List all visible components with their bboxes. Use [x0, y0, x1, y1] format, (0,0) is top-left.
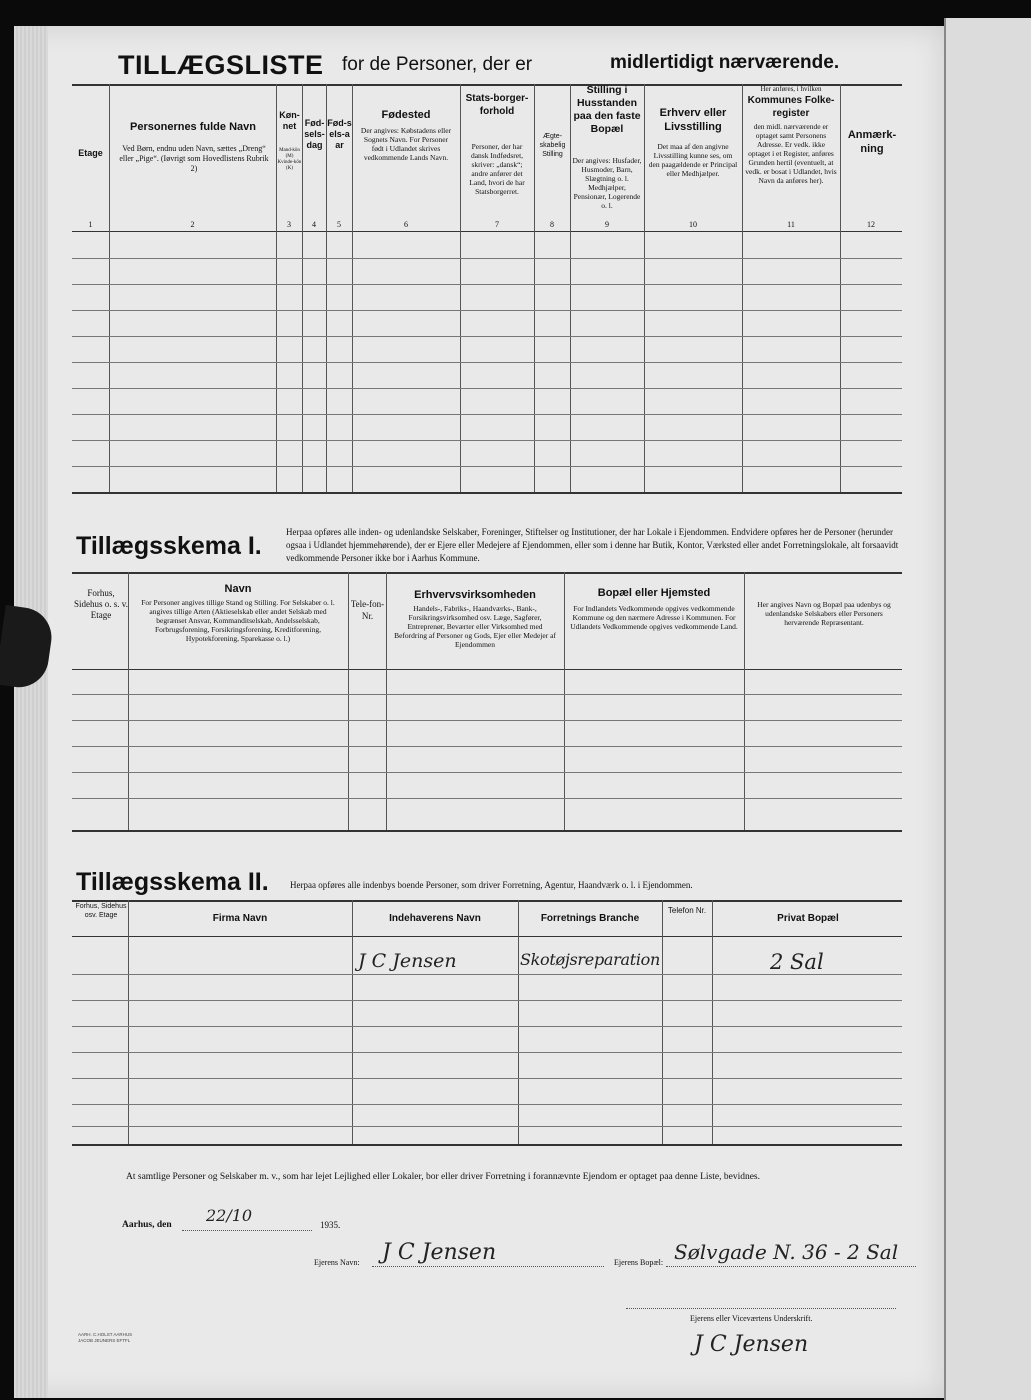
col-note-fodested: Der angives: Købstadens eller Sognets Navn. For Personer født i Udlandet skrives vedkommende Lands Navn.: [360, 126, 452, 162]
skema2-bottom-rule: [72, 1144, 902, 1146]
skema1-col-telefon: Tele-fon-Nr.: [350, 599, 385, 621]
skema2-col-divider: [712, 900, 713, 1144]
list-col-divider: [352, 84, 353, 492]
col-number: 6: [404, 220, 408, 229]
skema2-col-divider: [128, 900, 129, 1144]
owner-address-line: [666, 1266, 916, 1267]
skema1-col-repraesentant-note: Her angives Navn og Bopæl paa udenbys og udenlandske Selskabers eller Personers herværende Repræsentant.: [757, 600, 891, 627]
skema2-col-bopael: Privat Bopæl: [777, 913, 839, 924]
col-number: 5: [337, 220, 341, 229]
skema2-col-branche: Forretnings Branche: [540, 913, 640, 924]
owner-name-label: Ejerens Navn:: [314, 1258, 360, 1267]
col-number: 11: [787, 220, 795, 229]
skema1-col-bopael-note: For Indlandets Vedkommende opgives vedkommende Kommune og den nærmere Adresse i Kommunen. For Udlandets Vedkommende opgives vedkommende Land.: [570, 604, 738, 631]
owner-name-line: [372, 1266, 604, 1267]
col-head-erhverv: Erhverv eller Livsstilling: [659, 107, 727, 133]
list-col-divider: [840, 84, 841, 492]
date-line: [182, 1230, 312, 1231]
skema2-intro: Herpaa opføres alle indenbys boende Personer, som driver Forretning, Agentur, Haandværk o. l. i Ejendommen.: [290, 880, 693, 890]
skema2-header-rule: [72, 936, 902, 937]
skema1-bottom-rule: [72, 830, 902, 832]
col-number: 3: [287, 220, 291, 229]
col-head-aegteskab: Ægte-skabelig Stilling: [539, 133, 566, 158]
col-head-etage: Etage: [78, 148, 103, 158]
binding-margin: [14, 26, 48, 1398]
signature-line: [626, 1308, 896, 1309]
skema1-col-divider: [744, 572, 745, 830]
owner-address-label: Ejerens Bopæl:: [614, 1258, 664, 1267]
skema2-owner-handwritten: J C Jensen: [358, 950, 457, 972]
skema2-branche-handwritten: Skotøjsreparation: [520, 950, 660, 969]
skema1-title: Tillægsskema I.: [76, 532, 262, 560]
col-head-anmaerkning: Anmærk-ning: [847, 129, 897, 155]
col-head-stilling: Stilling i Husstanden paa den faste Bopæl: [573, 84, 641, 135]
skema1-col-navn-note: For Personer angives tillige Stand og Stilling. For Selskaber o. l. angives tillige Arten (Aktieselskab eller andet Selskab med begrænset Ansvar, Kommanditselskab, Andelsselskab, Forbrugsforening, Forsikringsforening, Kreditforening, Hypotekforening, Sparekasse o. l.): [141, 598, 335, 643]
skema2-col-divider: [518, 900, 519, 1144]
col-head-statsborger: Stats-borger-forhold: [465, 93, 529, 117]
col-note-navn: Ved Børn, endnu uden Navn, sættes „Dreng“ eller „Pige“. (Iøvrigt som Hovedlistens Rubrik 2): [119, 144, 269, 173]
form-title-rest-bold: midlertidigt nærværende.: [610, 52, 840, 73]
printer-imprint: AARH. C.HOLST AARHUS JACOB JEUNERS EFTFL: [78, 1332, 133, 1343]
owner-address-handwritten: Sølvgade N. 36 - 2 Sal: [674, 1240, 899, 1264]
skema1-col-bopael: Bopæl eller Hjemsted: [597, 587, 711, 599]
col-head-konnet: Køn-net: [279, 110, 300, 131]
col-note-top-register: Her anføres, i hvilken: [760, 85, 822, 93]
list-header-rule: [72, 231, 902, 232]
date-handwritten: 22/10: [206, 1206, 253, 1225]
declaration-text: At samtlige Personer og Selskaber m. v., som har lejet Lejlighed eller Lokaler, bor eller driver Forretning i forannævnte Ejendom er optaget paa denne Liste, bevidnes.: [126, 1172, 760, 1182]
col-head-fodested: Fødested: [381, 109, 431, 121]
list-bottom-rule: [72, 492, 902, 494]
col-note-stilling: Der angives: Husfader, Husmoder, Barn, Slægtning o. l. Medhjælper, Pensionær, Logerende o. l.: [572, 156, 642, 210]
signature-label: Ejerens eller Viceværtens Underskrift.: [690, 1314, 813, 1323]
col-number: 7: [495, 220, 499, 229]
list-col-divider: [276, 84, 277, 492]
skema2-top-rule: [72, 900, 902, 902]
list-col-divider: [742, 84, 743, 492]
skema1-col-divider: [564, 572, 565, 830]
col-note-register: den midl. nærværende er optaget samt Personens Adresse. Er vedk. ikke optaget i et Register, anføres Grunden hertil (eventuelt, at vedk. er bosat i Udlandet, hvis Navn da anføres her).: [745, 122, 837, 185]
skema1-col-divider: [386, 572, 387, 830]
census-form-page: [14, 26, 944, 1398]
year-label: 1935.: [320, 1220, 341, 1230]
skema2-col-firma: Firma Navn: [212, 913, 268, 924]
list-col-divider: [644, 84, 645, 492]
col-head-fodselsdag: Fød-sels-dag: [304, 118, 325, 150]
list-col-divider: [109, 84, 110, 492]
col-note-erhverv: Det maa af den angivne Livsstilling kunne ses, om den paagældende er Principal eller Medhjælper.: [648, 142, 738, 178]
skema1-intro: Herpaa opføres alle inden- og udenlandske Selskaber, Foreninger, Stiftelser og Institutioner, der har Lokale i Ejendommen. Endvidere opføres her de Personer (herunder ogsaa i Udlandet hjemmehørende), der er Ejere eller Medejere af Ejendommen, eller som i denne har Butik, Kontor, Værksted eller andet Forretningslokale, alt forsaavidt vedkommende Personer ikke bor i Aarhus Kommune.: [286, 527, 899, 563]
col-number: 9: [605, 220, 609, 229]
col-note-statsborger: Personer, der har dansk Indfødsret, skriver: „dansk“; andre anfører det Land, hvori de har Statsborgerret.: [469, 142, 525, 196]
next-page-edge: [944, 18, 1031, 1400]
owner-name-handwritten: J C Jensen: [382, 1240, 497, 1265]
skema2-title: Tillægsskema II.: [76, 868, 269, 896]
col-number: 12: [867, 220, 875, 229]
list-col-divider: [460, 84, 461, 492]
col-number: 2: [190, 220, 195, 229]
col-number: 8: [550, 220, 554, 229]
skema1-col-divider: [128, 572, 129, 830]
skema2-col-divider: [662, 900, 663, 1144]
skema1-col-etage: Forhus, Sidehus o. s. v. Etage: [74, 588, 128, 620]
form-title: TILLÆGSLISTE: [118, 50, 324, 80]
col-number: 1: [88, 220, 93, 229]
skema1-col-navn: Navn: [224, 583, 252, 595]
col-head-register: Kommunes Folke-register: [747, 95, 835, 119]
list-col-divider: [570, 84, 571, 492]
col-head-fodselsaar: Fød-sels-aar: [327, 118, 352, 150]
skema2-bopael-handwritten: 2 Sal: [770, 950, 824, 974]
skema1-col-erhverv-note: Handels-, Fabriks-, Haandværks-, Bank-, Forsikringsvirksomhed osv. Læge, Sagfører, Entreprenør, Beværter eller Virksomhed med Befordring af Personer og Gods, Ejer eller Medejer af Ejendommen: [394, 604, 556, 649]
place-label: Aarhus, den: [122, 1220, 172, 1230]
skema1-header-rule: [72, 669, 902, 670]
col-number: 10: [689, 220, 697, 229]
col-head-navn: Personernes fulde Navn: [130, 121, 256, 133]
skema1-top-rule: [72, 572, 902, 574]
signature-handwritten: J C Jensen: [694, 1332, 809, 1357]
form-title-rest: for de Personer, der er: [342, 54, 533, 75]
col-number: 4: [312, 220, 316, 229]
skema1-col-erhverv: Erhvervsvirksomheden: [414, 589, 536, 601]
skema2-col-telefon: Telefon Nr.: [667, 906, 707, 915]
skema2-col-etage: Forhus, Sidehus osv. Etage: [75, 903, 127, 919]
col-note-konnet: Mand-kön (M) Kvinde-kön (K): [277, 148, 302, 171]
skema2-col-divider: [352, 900, 353, 1144]
skema2-col-indehaver: Indehaverens Navn: [389, 913, 481, 924]
